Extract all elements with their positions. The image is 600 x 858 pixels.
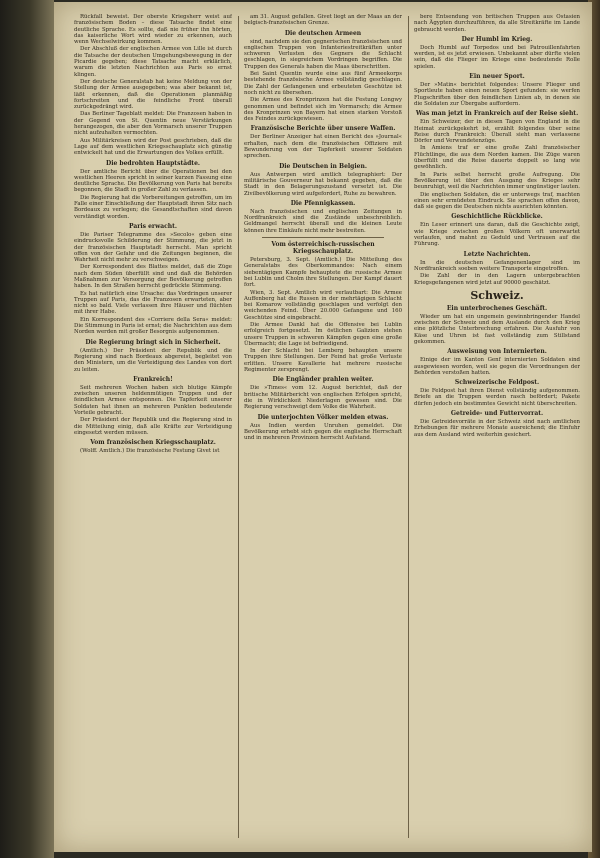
article-paragraph: (Amtlich.) Der Präsident der Republik und die Regierung sind nach Bordeaux abgereist, begleitet von den Ministern, um die Verteidigung des Landes von dort zu leiten.	[74, 347, 232, 373]
article-paragraph: Die englischen Soldaten, die er unterwegs traf, machten einen sehr ermüdeten Eindruck. Sie sprachen offen davon, daß sie gegen die Deutschen nichts ausrichten könnten.	[414, 191, 580, 211]
book-spine	[0, 0, 54, 858]
article-paragraph: Der Abschluß der englischen Armee von Lille ist durch die Tatsache der deutschen Umgehungsbewegung in der Picardie gegeben; diese Tatsache macht erklärlich, warum die letzten Nachrichten aus Paris so ernst klingen.	[74, 46, 232, 78]
section-heading: Die Pfennigkassen.	[290, 199, 356, 207]
section-heading: Schweizerische Feldpost.	[454, 379, 540, 387]
section-heading: Die deutschen Armeen	[284, 29, 362, 37]
article-paragraph: Der Präsident der Republik und die Regierung sind in die Mitteilung einig, daß alle Kräfte zur Verteidigung eingesetzt werden müssen.	[74, 417, 232, 436]
article-paragraph: Der Korrespondent des Blattes meldet, daß die Züge nach dem Süden überfüllt sind und daß die Behörden Maßnahmen zur Versorgung der Bevölkerung getroffen haben. In den Straßen herrscht gedrückte Stimmung.	[74, 264, 232, 290]
article-paragraph: Die Armee des Kronprinzen hat die Festung Longwy genommen und befindet sich im Vormarsch; die Armee des Kronprinzen von Bayern hat einen starken Vorstoß des Feindes zurückgewiesen.	[244, 97, 402, 123]
section-heading: Der Humbl im Krieg.	[461, 35, 533, 43]
article-paragraph: Einige der im Kanton Genf internierten Soldaten sind ausgewiesen worden, weil sie gegen die Verordnungen der Behörden verstoßen hatten.	[414, 357, 580, 376]
section-heading: Geschichtliche Rückblicke.	[451, 213, 543, 221]
article-paragraph: Die »Times« vom 12. August berichtet, daß der britische Militärbericht von englischen Erfolgen spricht, die in Wirklichkeit Niederlagen gewesen sind. Die Regierung verschweigt dem Volke die Wahrheit.	[244, 385, 402, 411]
article-paragraph: Bei Saint Quentin wurde eine aus fünf Armeekorps bestehende französische Armee vollständig geschlagen. Die Zahl der Gefangenen und erbeuteten Geschütze ist noch nicht zu übersehen.	[244, 71, 402, 96]
section-heading: Die unterjochten Völker melden etwas.	[257, 413, 389, 421]
article-paragraph: Der amtliche Bericht über die Operationen bei den westlichen Heeren spricht in seiner kurzen Fassung eine deutliche Sprache. Die Bevölkerung von Paris hat bereits begonnen, die Stadt in großer Zahl zu verlassen.	[74, 168, 232, 194]
article-paragraph: Das Berliner Tageblatt meldet: Die Franzosen haben in der Gegend von St. Quentin neue Verstärkungen herangezogen, die aber den Vormarsch unserer Truppen nicht aufzuhalten vermochten.	[74, 111, 232, 137]
section-heading: Letzte Nachrichten.	[463, 250, 531, 258]
section-heading: Paris erwacht.	[128, 222, 178, 230]
article-paragraph: Die Feldpost hat ihren Dienst vollständig aufgenommen. Briefe an die Truppen werden rasch befördert; Pakete dürfen jedoch ein bestimmtes Gewicht nicht überschreiten.	[414, 388, 580, 407]
left-column	[74, 14, 232, 840]
newspaper-page	[54, 2, 592, 852]
article-paragraph: (Wolff. Amtlich.) Die französische Festung Givet ist	[80, 448, 220, 455]
article-paragraph: In Paris selbst herrscht große Aufregung. Die Bevölkerung ist über den Ausgang des Krieges sehr beunruhigt, weil die Nachrichten immer ungünstiger lauten.	[414, 171, 580, 191]
article-paragraph: In die deutschen Gefangenenlager sind im Nordfrankreich soeben weitere Transporte eingetroffen.	[414, 259, 580, 272]
article-paragraph: Wien, 3. Sept. Amtlich wird verlautbart: Die Armee Auffenberg hat die Russen in der mehrtägigen Schlacht bei Komarow vollständig geschlagen und verfolgt den weichenden Feind. Über 20.000 Gefangene und 160 Geschütze sind eingebracht.	[244, 289, 402, 321]
article-paragraph: Aus Indien werden Unruhen gemeldet. Die Bevölkerung erhebt sich gegen die englische Herrschaft und in mehreren Provinzen herrscht Aufstand.	[244, 422, 402, 442]
section-heading: Die bedrohten Hauptstädte.	[106, 159, 200, 167]
section-heading: Was man jetzt in Frankreich auf der Reise sieht.	[415, 110, 579, 118]
article-paragraph: Der deutsche Generalstab hat keine Meldung von der Stellung der Armee ausgegeben; was aber bekannt ist, läßt erkennen, daß die Operationen planmäßig fortschreiten und die feindliche Front überall zurückgedrängt wird.	[74, 78, 232, 111]
article-paragraph: Ein Korrespondent des »Corriere della Sera« meldet: Die Stimmung in Paris ist ernst; die Nachrichten aus dem Norden werden mit großer Besorgnis aufgenommen.	[74, 316, 232, 336]
section-heading: Schweiz.	[470, 288, 524, 302]
article-paragraph: Nach französischen und englischen Zeitungen in Nordfrankreich sind die Zustände unbeschreiblich. Geldmangel herrscht überall und die kleinen Leute können ihre Einkäufe nicht mehr bestreiten.	[244, 208, 402, 234]
section-heading: Die Regierung bringt sich in Sicherheit.	[85, 338, 221, 346]
article-paragraph: In Amiens traf er eine große Zahl französischer Flüchtlinge, die aus dem Norden kamen. Die Züge waren überfüllt und die Reise dauerte doppelt so lang wie gewöhnlich.	[414, 145, 580, 171]
article-paragraph: Aus Militärkreisen wird der Post geschrieben, daß die Lage auf dem westlichen Kriegsschauplatz sich günstig entwickelt hat und die Erwartungen des Volkes erfüllt.	[74, 137, 232, 157]
article-paragraph: Doch Humbl auf Torpedos und bei Patrouillenfahrten werden, ist es jetzt erwiesen. Unbekannt aber dürfte vielen sein, daß die Flieger im Kriege eine bedeutende Rolle spielen.	[414, 44, 580, 70]
article-paragraph: Wieder um hat ein ungemein gewinnbringender Handel zwischen der Schweiz und dem Auslande durch den Krieg eine plötzliche Unterbrechung erfahren. Die Ausfuhr von Käse und Uhren ist fast vollständig zum Stillstand gekommen.	[414, 313, 580, 345]
article-paragraph: bere Entsendung von britischen Truppen aus Ostasien nach Ägypten durchzuführen, da alle Streitkräfte im Lande gebraucht werden.	[414, 14, 580, 33]
column-rule	[238, 16, 239, 838]
article-paragraph: Die Regierung hat die Vorbereitungen getroffen, um im Falle einer Einschließung der Hauptstadt ihren Sitz nach Bordeaux zu verlegen; die Gesandtschaften sind davon verständigt worden.	[74, 194, 232, 220]
section-heading: Frankreich!	[133, 375, 173, 383]
article-paragraph: Petersburg, 3. Sept. (Amtlich.) Die Mitteilung des Generalstabs des Oberkommandos: Nach einem siebentägigen Kampfe behauptete die russische Armee bei Lublin und Cholm ihre Stellungen. Der Kampf dauert fort.	[244, 257, 402, 289]
section-divider	[262, 237, 384, 238]
article-paragraph: sind, nachdem sie den gegnerischen französischen und englischen Truppen von Infanteriestreitkräften unter schweren Verlusten des Gegners die Schlacht geschlagen, in siegreichem Vordringen begriffen. Die Truppen des Generals haben die Maas überschritten.	[244, 38, 402, 70]
article-paragraph: Der Berliner Anzeiger hat einen Bericht des »Journal« erhalten, nach dem die französischen Offiziere mit Bewunderung von der Tapferkeit unserer Soldaten sprechen.	[244, 134, 402, 160]
section-heading: Vom französischen Kriegsschauplatz.	[90, 439, 216, 447]
article-paragraph: In der Schlacht bei Lemberg behaupten unsere Truppen ihre Stellungen. Der Feind hat große Verluste erlitten. Unsere Kavallerie hat mehrere russische Regimenter zersprengt.	[244, 348, 402, 374]
section-heading: Ein neuer Sport.	[469, 73, 525, 81]
right-column	[414, 14, 580, 840]
article-paragraph: Es hat natürlich eine Ursache: das Vordringen unserer Truppen auf Paris, das die Franzosen erwarteten, aber nicht so bald. Viele verlassen ihre Häuser und flüchten mit ihrer Habe.	[74, 290, 232, 316]
section-heading: Französische Berichte über unsere Waffen.	[250, 125, 396, 133]
section-heading: Getreide- und Futtervorrat.	[450, 410, 544, 418]
column-rule	[408, 16, 409, 838]
article-paragraph: Ein Schweizer, der in diesen Tagen von England in die Heimat zurückgekehrt ist, erzählt folgendes über seine Reise durch Frankreich: Überall sieht man verlassene Dörfer und Verwundetenzüge.	[414, 119, 580, 145]
article-paragraph: Die Armee Dankl hat die Offensive bei Lublin erfolgreich fortgesetzt. Im östlichen Galizien stehen unsere Truppen in schweren Kämpfen gegen eine große Übermacht; die Lage ist befriedigend.	[244, 321, 402, 347]
article-paragraph: Der »Matin« berichtet folgendes: Unsere Flieger und Sportleute haben einen neuen Sport gefunden: sie werfen Flugschriften über den feindlichen Linien ab, in denen sie die Soldaten zur Übergabe auffordern.	[414, 82, 580, 107]
article-paragraph: am 31. August gefallen. Givet liegt an der Maas an der belgisch-französischen Grenze.	[244, 14, 402, 27]
section-heading: Ein unterbrochenes Geschäft.	[446, 304, 548, 312]
section-heading: Vom österreichisch-russischen Kriegsschauplatz.	[271, 241, 375, 256]
article-paragraph: Die Zahl der in den Lagern untergebrachten Kriegsgefangenen wird jetzt auf 90000 geschätzt.	[414, 273, 580, 286]
article-paragraph: Die Getreidevorräte in der Schweiz sind nach amtlichen Erhebungen für mehrere Monate ausreichend; die Einfuhr aus dem Ausland wird weiterhin gesichert.	[414, 419, 580, 438]
article-paragraph: Seit mehreren Wochen haben sich blutige Kämpfe zwischen unseren heldenmütigen Truppen und der feindlichen Armee entsponnen. Die Tapferkeit unserer Soldaten hat ihnen an mehreren Punkten bedeutende Vorteile gebracht.	[74, 384, 232, 417]
section-heading: Ausweisung von Internierten.	[447, 348, 547, 356]
article-paragraph: Rückfall beweist. Der oberste Kriegsherr weist auf französischem Boden – diese Tatsache findet eine deutliche Sprache. Es sollte, daß nie früher ihn hörten, das kaiserliche Wort wird wieder zu erkennen, auch wenn Wechselwirkung kommen.	[74, 14, 232, 46]
article-paragraph: Aus Antwerpen wird amtlich telegraphiert: Der militärische Gouverneur hat bekannt gegeben, daß die Stadt in den Belagerungszustand versetzt ist. Die Zivilbevölkerung wird aufgefordert, Ruhe zu bewahren.	[244, 171, 402, 197]
section-heading: Die Deutschen in Belgien.	[279, 162, 367, 170]
middle-column	[244, 14, 402, 840]
article-paragraph: Ein Leser erinnert uns daran, daß die Geschichte zeigt, wie Kriege zwischen großen Völkern oft unerwartet verlaufen, und mahnt zu Geduld und Vertrauen auf die Führung.	[414, 222, 580, 248]
section-heading: Die Engländer prahlen weiter.	[272, 376, 374, 384]
article-paragraph: Die Pariser Telegramme des »Secolo« geben eine eindrucksvolle Schilderung der Stimmung, die jetzt in der französischen Hauptstadt herrscht. Man spricht offen von der Gefahr und die Zeitungen beginnen, die Wahrheit nicht mehr zu verschweigen.	[74, 231, 232, 264]
